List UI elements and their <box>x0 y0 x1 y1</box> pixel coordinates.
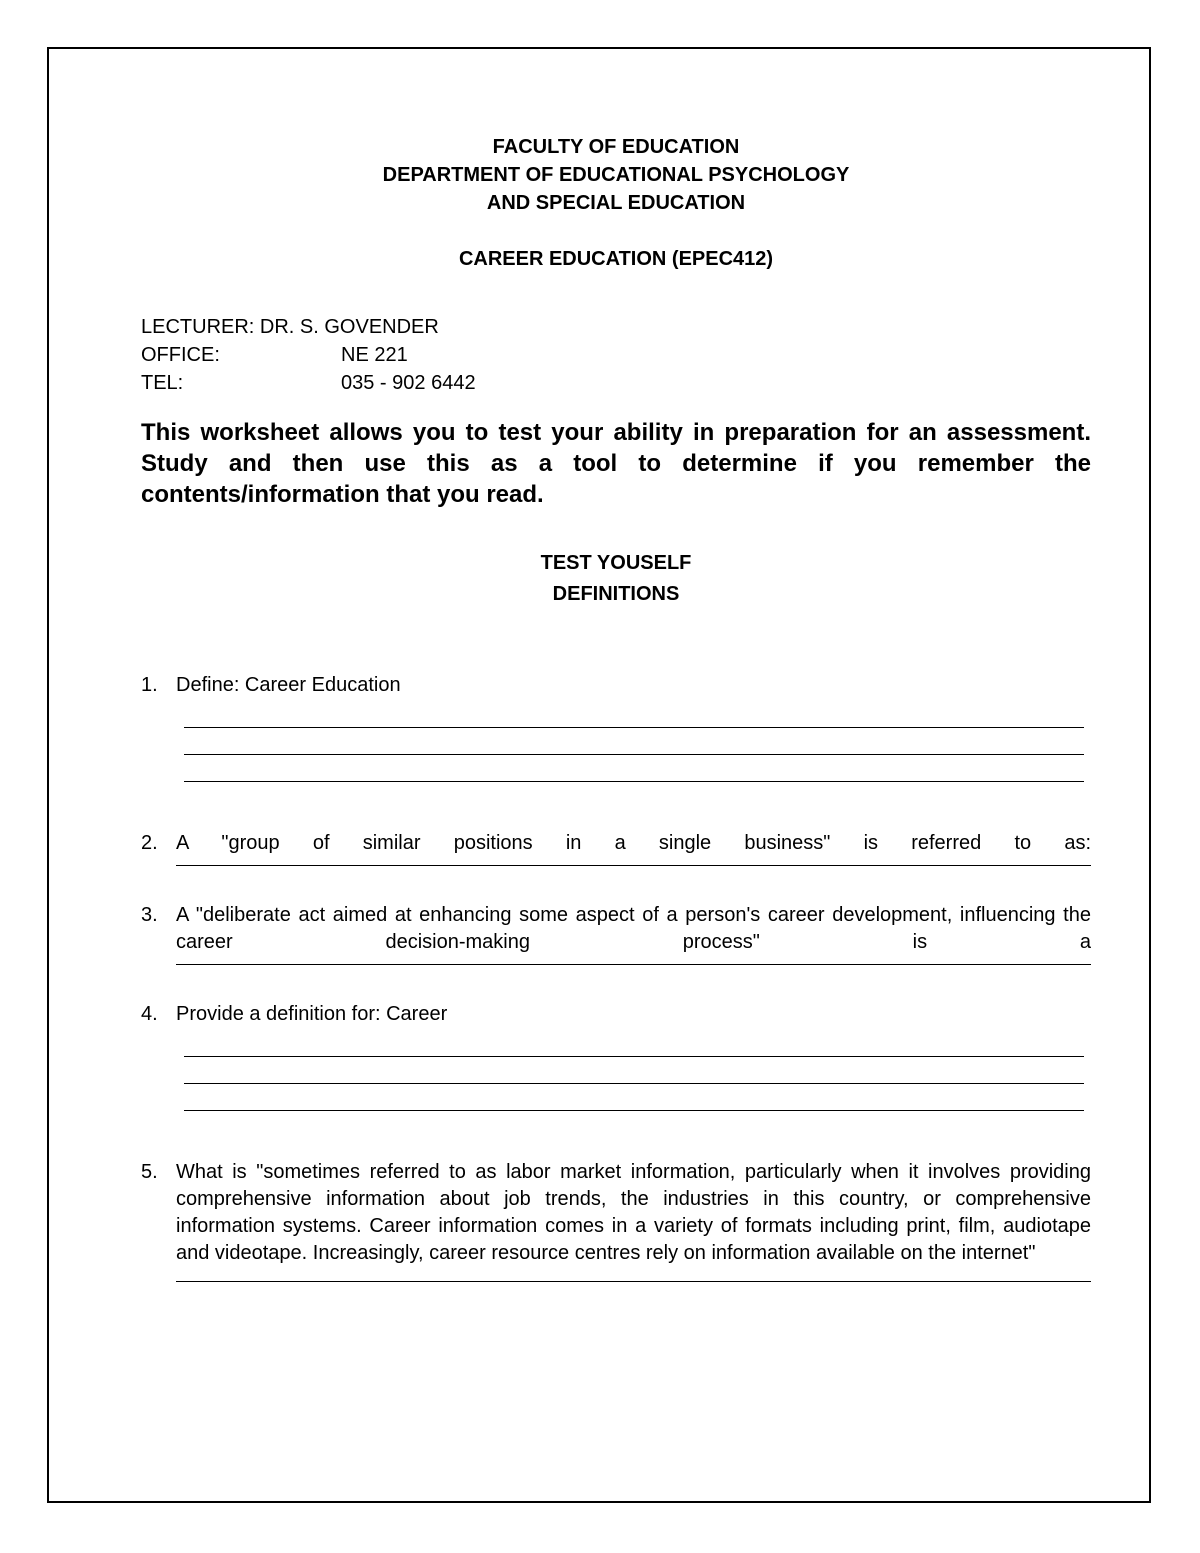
worksheet <box>141 133 1091 1282</box>
tel-label: TEL: <box>141 372 184 394</box>
office-value: NE 221 <box>341 344 408 366</box>
course-title: CAREER EDUCATION (EPEC412) <box>458 248 774 270</box>
question-1 <box>141 672 1091 699</box>
department-title-continued: AND SPECIAL EDUCATION <box>486 192 746 214</box>
department-title: DEPARTMENT OF EDUCATIONAL PSYCHOLOGY <box>382 164 850 186</box>
question-3 <box>141 902 1091 965</box>
office-label: OFFICE: <box>141 344 220 366</box>
question-text: What is "sometimes referred to as labor market information, particularly when it involves providing comprehensive information about job trends, the industries in this country, or comprehensive information systems. Career information comes in a variety of formats including print, film, audiotape and videotape. Increasingly, career resource centres rely on information available on the internet" <box>176 1161 1091 1264</box>
answer-line[interactable] <box>184 1110 1084 1111</box>
question-text: Define: Career Education <box>176 674 401 696</box>
answer-line[interactable] <box>184 1056 1084 1057</box>
answer-line[interactable] <box>184 781 1084 782</box>
answer-lines-4 <box>184 1056 1084 1111</box>
question-number: 3. <box>141 904 158 926</box>
question-body <box>176 830 1091 866</box>
section-subtitle: DEFINITIONS <box>552 583 680 605</box>
question-number: 5. <box>141 1161 158 1183</box>
answer-line[interactable] <box>176 964 1091 965</box>
answer-line[interactable] <box>184 727 1084 728</box>
answer-line[interactable] <box>184 754 1084 755</box>
question-body <box>176 1159 1091 1282</box>
question-text: Provide a definition for: Career <box>176 1003 448 1025</box>
section-title: TEST YOUSELF <box>540 552 692 574</box>
contact-details <box>141 313 1091 397</box>
question-body <box>176 902 1091 965</box>
answer-line[interactable] <box>176 865 1091 866</box>
document-header <box>141 133 1091 217</box>
question-list <box>141 672 1091 1282</box>
answer-line[interactable] <box>184 1083 1084 1084</box>
question-text: A "group of similar positions in a single business" is referred to as: <box>176 832 1091 854</box>
question-4 <box>141 1001 1091 1028</box>
question-number: 1. <box>141 674 158 696</box>
lecturer-row <box>141 313 1091 341</box>
tel-row <box>141 369 1091 397</box>
lecturer-label: LECTURER: <box>141 316 255 338</box>
faculty-title: FACULTY OF EDUCATION <box>492 136 740 158</box>
answer-line[interactable] <box>176 1281 1091 1282</box>
question-5 <box>141 1159 1091 1282</box>
question-number: 2. <box>141 832 158 854</box>
lecturer-name: DR. S. GOVENDER <box>259 316 439 338</box>
question-text: A "deliberate act aimed at enhancing some aspect of a person's career development, influencing the career decision-making process" is a <box>176 904 1091 953</box>
question-number: 4. <box>141 1003 158 1025</box>
section-heading <box>141 548 1091 610</box>
intro-paragraph: This worksheet allows you to test your ability in preparation for an assessment. Study and then use this as a tool to determine if you remember the contents/information that you read. <box>141 419 1091 508</box>
tel-value: 035 - 902 6442 <box>341 372 476 394</box>
answer-lines-1 <box>184 727 1084 782</box>
office-row <box>141 341 1091 369</box>
question-2 <box>141 830 1091 866</box>
